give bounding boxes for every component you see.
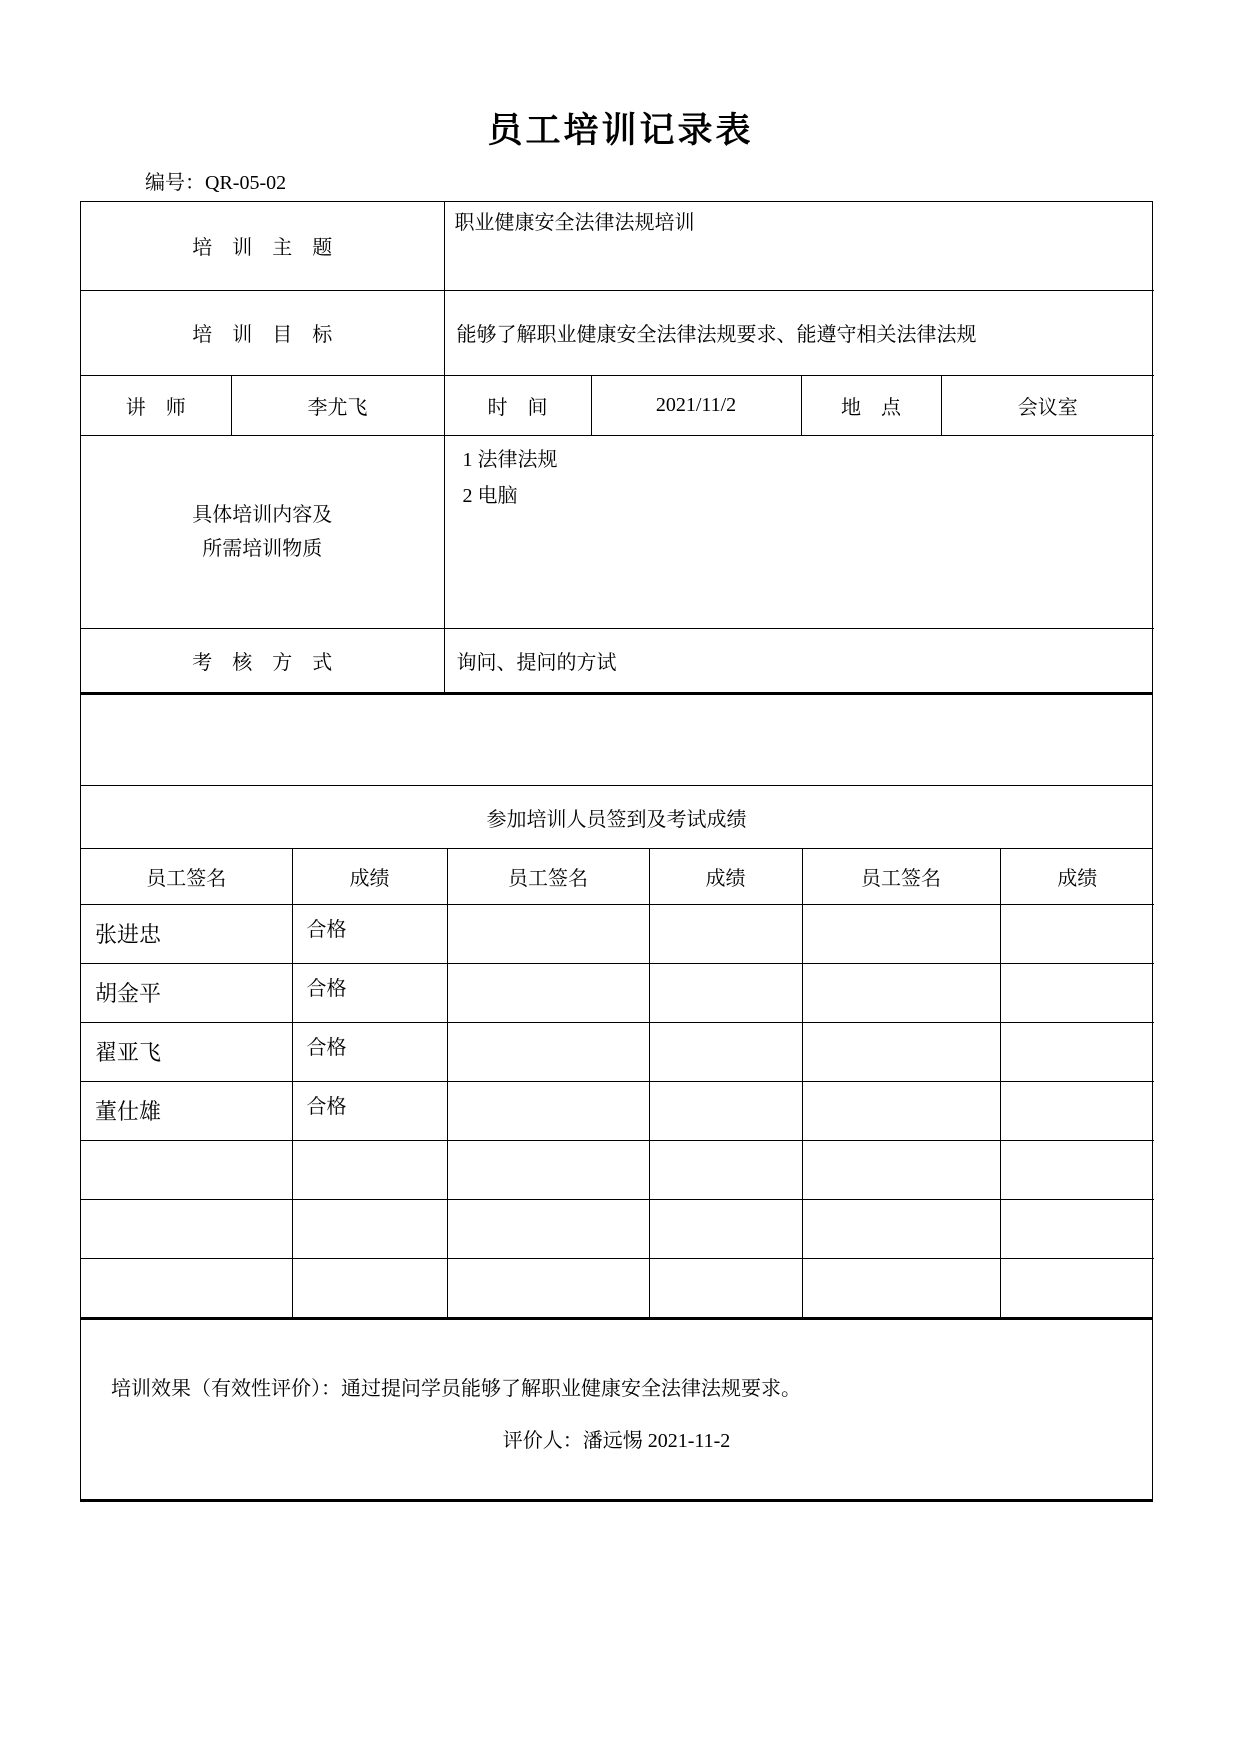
employee-signature-cell (81, 1199, 292, 1258)
blank-row (81, 692, 1152, 785)
evaluation-section (81, 1317, 1152, 1499)
training-content-label-line1: 具体培训内容及 (192, 503, 333, 526)
employee-signature-cell (802, 1081, 1000, 1140)
signin-header-score-2: 成绩 (649, 849, 802, 904)
signin-header-signature-2: 员工签名 (447, 849, 649, 904)
employee-signature-cell: 翟亚飞 (81, 1022, 292, 1081)
signin-table (81, 849, 1154, 1317)
signin-row (81, 1258, 1154, 1317)
training-effect-text: 培训效果（有效性评价）：通过提问学员能够了解职业健康安全法律法规要求。 (111, 1378, 801, 1400)
employee-signature-cell (447, 963, 649, 1022)
employee-signature-cell (802, 1258, 1000, 1317)
signin-row (81, 963, 1154, 1022)
topic-row (81, 202, 1154, 290)
score-cell (292, 1140, 447, 1199)
training-objective-label: 培 训 目 标 (81, 290, 444, 375)
score-cell (1000, 1022, 1154, 1081)
score-cell (649, 963, 802, 1022)
score-cell (1000, 1258, 1154, 1317)
score-cell (649, 1258, 802, 1317)
training-objective-value: 能够了解职业健康安全法律法规要求、能遵守相关法律法规 (444, 290, 1154, 375)
training-topic-label: 培 训 主 题 (81, 202, 444, 290)
doc-number: 编号：QR-05-02 (145, 172, 287, 194)
training-content-label (81, 435, 444, 628)
score-cell (1000, 1199, 1154, 1258)
location-label: 地 点 (801, 375, 941, 435)
employee-signature-cell (447, 1199, 649, 1258)
score-cell (292, 1258, 447, 1317)
score-cell (1000, 1140, 1154, 1199)
employee-signature-cell (447, 904, 649, 963)
content-row (81, 435, 1154, 628)
score-cell (1000, 904, 1154, 963)
page-title: 员工培训记录表 (487, 111, 754, 150)
evaluator-line: 评价人：潘远惕 2021-11-2 (502, 1430, 731, 1452)
employee-signature-cell: 张进忠 (81, 904, 292, 963)
assessment-method-value: 询问、提问的方试 (444, 628, 1154, 692)
employee-signature-cell (447, 1140, 649, 1199)
score-cell (1000, 963, 1154, 1022)
employee-signature-cell: 胡金平 (81, 963, 292, 1022)
training-topic-value: 职业健康安全法律法规培训 (444, 202, 1154, 290)
time-label: 时 间 (444, 375, 591, 435)
score-cell (649, 904, 802, 963)
signin-row (81, 1022, 1154, 1081)
employee-signature-cell: 董仕雄 (81, 1081, 292, 1140)
signin-table-wrap (81, 848, 1152, 1317)
employee-signature-cell (802, 963, 1000, 1022)
lecturer-label: 讲 师 (81, 375, 231, 435)
employee-signature-cell (802, 904, 1000, 963)
training-content-item-1: 1 法律法规 (462, 448, 558, 471)
score-cell: 合格 (292, 1022, 447, 1081)
score-cell (649, 1199, 802, 1258)
employee-signature-cell (802, 1022, 1000, 1081)
employee-signature-cell (81, 1140, 292, 1199)
employee-signature-cell (447, 1258, 649, 1317)
signin-row (81, 1081, 1154, 1140)
employee-signature-cell (447, 1081, 649, 1140)
signin-header-row (81, 849, 1154, 904)
training-record-form (80, 201, 1153, 1502)
score-cell (649, 1022, 802, 1081)
signin-header-signature-1: 员工签名 (81, 849, 292, 904)
training-content-label-line2: 所需培训物质 (202, 537, 323, 560)
signin-row (81, 1199, 1154, 1258)
lecturer-time-location-row (81, 375, 1154, 435)
signin-row (81, 1140, 1154, 1199)
score-cell: 合格 (292, 904, 447, 963)
signin-row (81, 904, 1154, 963)
score-cell: 合格 (292, 963, 447, 1022)
lecturer-value: 李尤飞 (231, 375, 444, 435)
signin-section-title: 参加培训人员签到及考试成绩 (81, 785, 1152, 848)
employee-signature-cell (447, 1022, 649, 1081)
score-cell (649, 1081, 802, 1140)
training-content-value (444, 435, 1154, 628)
employee-signature-cell (802, 1199, 1000, 1258)
objective-row (81, 290, 1154, 375)
location-value: 会议室 (941, 375, 1154, 435)
employee-signature-cell (81, 1258, 292, 1317)
score-cell: 合格 (292, 1081, 447, 1140)
assessment-method-label: 考 核 方 式 (81, 628, 444, 692)
assessment-row (81, 628, 1154, 692)
score-cell (1000, 1081, 1154, 1140)
employee-signature-cell (802, 1140, 1000, 1199)
signin-header-signature-3: 员工签名 (802, 849, 1000, 904)
training-content-item-2: 2 电脑 (462, 484, 518, 507)
time-value: 2021/11/2 (591, 375, 801, 435)
info-table (81, 202, 1154, 692)
signin-header-score-1: 成绩 (292, 849, 447, 904)
score-cell (649, 1140, 802, 1199)
score-cell (292, 1199, 447, 1258)
signin-header-score-3: 成绩 (1000, 849, 1154, 904)
